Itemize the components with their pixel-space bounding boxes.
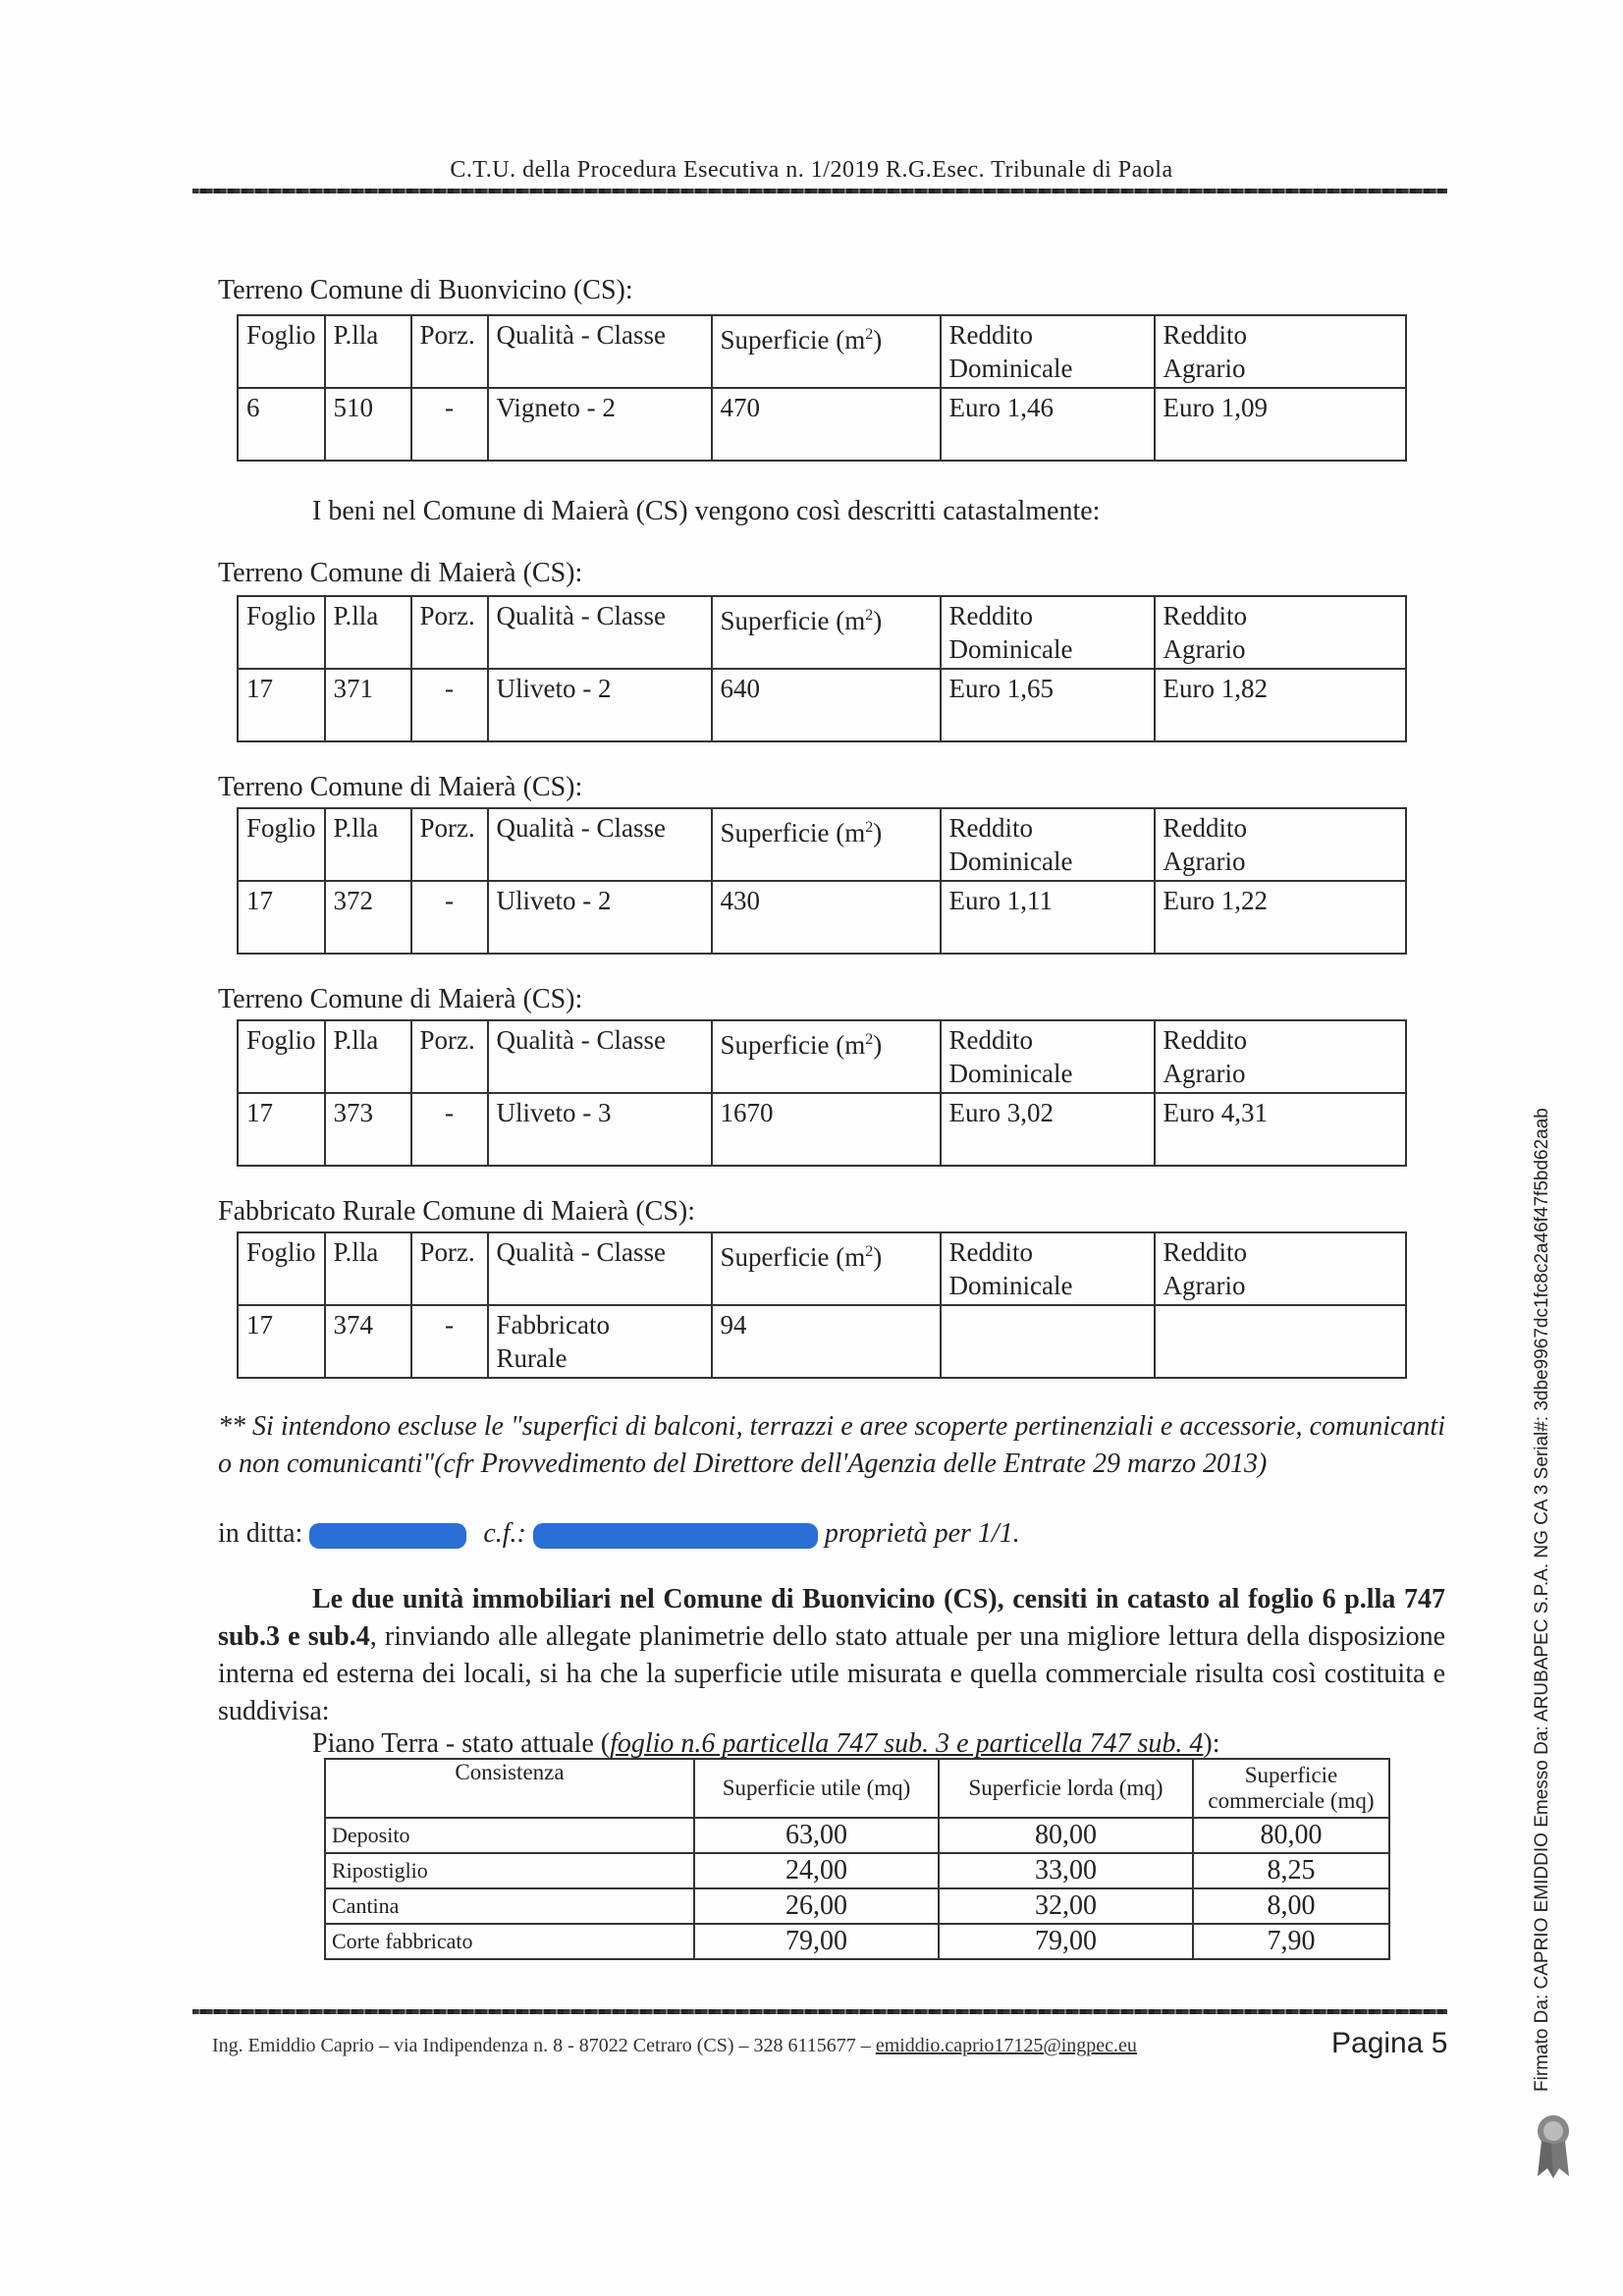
cell-superficie: 430 (712, 881, 941, 954)
cell-superficie: 640 (712, 669, 941, 741)
col-porz: Porz. (411, 1232, 488, 1305)
cell-qualita: Fabbricato Rurale (488, 1305, 712, 1378)
cell-foglio: 17 (238, 1093, 325, 1166)
col-porz: Porz. (411, 1020, 488, 1093)
col-superficie: Superficie $(m^2)$ (712, 596, 941, 669)
col-qualita: Qualità - Classe (488, 596, 712, 669)
proprieta-text: proprietà per 1/1. (824, 1518, 1020, 1549)
col-plla: P.lla (325, 1232, 411, 1305)
certification-seal-icon (1532, 2111, 1575, 2180)
digital-signature-strip: Firmato Da: CAPRIO EMIDDIO Emesso Da: ARUBAPEC S.P.A. NG CA 3 Serial#: 3dbe9967dc1fc8c2a46f47f5bd62aab (1532, 1108, 1552, 2092)
cell-porz: - (411, 1305, 488, 1378)
col-foglio: Foglio (238, 1020, 325, 1093)
col-porz: Porz. (411, 808, 488, 881)
col-reddito-dominicale: Reddito Dominicale (941, 596, 1155, 669)
col-reddito-dominicale: Reddito Dominicale (941, 1020, 1155, 1093)
col-superficie-commerciale: Superficie commerciale (mq) (1193, 1759, 1389, 1818)
cell-plla: 510 (325, 388, 411, 461)
section-title-maiera-371: Terreno Comune di Maierà (CS): (218, 558, 583, 588)
cell-porz: - (411, 1093, 488, 1166)
col-qualita: Qualità - Classe (488, 315, 712, 388)
col-plla: P.lla (325, 1020, 411, 1093)
col-plla: P.lla (325, 315, 411, 388)
table-row: Cantina 26,00 32,00 8,00 (325, 1888, 1389, 1924)
col-reddito-agrario: Reddito Agrario (1155, 596, 1406, 669)
cell-agrario: Euro 4,31 (1155, 1093, 1406, 1166)
cell-porz: - (411, 669, 488, 741)
cell-qualita: Uliveto - 2 (488, 881, 712, 954)
surface-note: ** Si intendono escluse le "superfici di balconi, terrazzi e aree scoperte pertinenziali e accessorie, comunicanti o non comunicanti"(cfr Provvedimento del Direttore dell'Agenzia delle Entrate 29 marzo 2013) (218, 1411, 1445, 1479)
units-paragraph (218, 1581, 1445, 1730)
col-superficie: Superficie $(m^2)$ (712, 315, 941, 388)
cell-plla: 373 (325, 1093, 411, 1166)
header-rule (192, 189, 1447, 193)
cell-plla: 372 (325, 881, 411, 954)
cell-foglio: 17 (238, 669, 325, 741)
cf-label: c.f.: (483, 1518, 526, 1549)
redacted-name (309, 1523, 466, 1549)
cell-dominicale: Euro 1,65 (941, 669, 1155, 741)
col-reddito-agrario: Reddito Agrario (1155, 808, 1406, 881)
cell-foglio: 17 (238, 881, 325, 954)
table-row: Ripostiglio 24,00 33,00 8,25 (325, 1853, 1389, 1888)
table-row: Corte fabbricato 79,00 79,00 7,90 (325, 1924, 1389, 1959)
col-reddito-dominicale: Reddito Dominicale (941, 1232, 1155, 1305)
section-title-buonvicino: Terreno Comune di Buonvicino (CS): (218, 275, 633, 305)
footer-address: Ing. Emiddio Caprio – via Indipendenza n. 8 - 87022 Cetraro (CS) – 328 6115677 – emiddio.caprio17125@ingpec.eu (212, 2035, 1137, 2056)
section-title-fabbricato: Fabbricato Rurale Comune di Maierà (CS): (218, 1196, 695, 1227)
col-superficie-utile: Superficie utile (mq) (694, 1759, 939, 1818)
cell-dominicale (941, 1305, 1155, 1378)
document-header: C.T.U. della Procedura Esecutiva n. 1/2019 R.G.Esec. Tribunale di Paola (450, 157, 1173, 183)
col-reddito-agrario: Reddito Agrario (1155, 1232, 1406, 1305)
units-bold-text: Le due unità immobiliari nel Comune di Buonvicino (CS), censiti in catasto al foglio 6 p.lla 747 sub.3 e sub.4 (218, 1584, 1445, 1652)
cell-plla: 374 (325, 1305, 411, 1378)
col-porz: Porz. (411, 315, 488, 388)
cell-dominicale: Euro 3,02 (941, 1093, 1155, 1166)
cadastral-table-buonvicino (237, 314, 1407, 462)
col-superficie-lorda: Superficie lorda (mq) (939, 1759, 1193, 1818)
cell-foglio: 6 (238, 388, 325, 461)
page-number: Pagina 5 (1331, 2027, 1448, 2059)
table-row (238, 669, 1406, 741)
consistenza-table (324, 1758, 1390, 1960)
cadastral-table-maiera-371 (237, 595, 1407, 742)
col-superficie: Superficie $(m^2)$ (712, 1020, 941, 1093)
cell-qualita: Uliveto - 2 (488, 669, 712, 741)
table-row (238, 388, 1406, 461)
cell-superficie: 470 (712, 388, 941, 461)
footer-email-link[interactable]: emiddio.caprio17125@ingpec.eu (875, 2035, 1137, 2056)
ditta-label: in ditta: (218, 1518, 303, 1549)
col-reddito-agrario: Reddito Agrario (1155, 315, 1406, 388)
cell-superficie: 1670 (712, 1093, 941, 1166)
table-row (238, 1093, 1406, 1166)
cell-plla: 371 (325, 669, 411, 741)
col-foglio: Foglio (238, 808, 325, 881)
col-qualita: Qualità - Classe (488, 808, 712, 881)
cadastral-table-maiera-373 (237, 1019, 1407, 1167)
col-porz: Porz. (411, 596, 488, 669)
units-rest-text: , rinviando alle allegate planimetrie dello stato attuale per una migliore lettura della disposizione interna ed esterna dei locali, si ha che la superficie utile misurata e quella commerciale risulta così costituita e suddivisa: (218, 1621, 1446, 1726)
section-title-maiera-372: Terreno Comune di Maierà (CS): (218, 772, 583, 802)
col-superficie: Superficie $(m^2)$ (712, 808, 941, 881)
table-row (238, 881, 1406, 954)
cell-agrario: Euro 1,82 (1155, 669, 1406, 741)
cell-superficie: 94 (712, 1305, 941, 1378)
col-superficie: Superficie $(m^2)$ (712, 1232, 941, 1305)
ditta-line (218, 1516, 1020, 1552)
cell-foglio: 17 (238, 1305, 325, 1378)
col-reddito-agrario: Reddito Agrario (1155, 1020, 1406, 1093)
cell-agrario: Euro 1,09 (1155, 388, 1406, 461)
footer-rule (192, 2009, 1447, 2014)
cadastral-table-fabbricato (237, 1231, 1407, 1379)
col-plla: P.lla (325, 808, 411, 881)
redacted-cf (533, 1523, 818, 1549)
col-qualita: Qualità - Classe (488, 1232, 712, 1305)
col-foglio: Foglio (238, 596, 325, 669)
col-foglio: Foglio (238, 315, 325, 388)
cell-porz: - (411, 881, 488, 954)
cell-dominicale: Euro 1,11 (941, 881, 1155, 954)
col-reddito-dominicale: Reddito Dominicale (941, 315, 1155, 388)
table-row: Deposito 63,00 80,00 80,00 (325, 1818, 1389, 1853)
section-title-maiera-373: Terreno Comune di Maierà (CS): (218, 984, 583, 1014)
cell-dominicale: Euro 1,46 (941, 388, 1155, 461)
col-reddito-dominicale: Reddito Dominicale (941, 808, 1155, 881)
table-row (238, 1305, 1406, 1378)
cell-qualita: Uliveto - 3 (488, 1093, 712, 1166)
cell-porz: - (411, 388, 488, 461)
cell-agrario: Euro 1,22 (1155, 881, 1406, 954)
intro-maiera: I beni nel Comune di Maierà (CS) vengono così descritti catastalmente: (312, 496, 1101, 526)
col-qualita: Qualità - Classe (488, 1020, 712, 1093)
col-foglio: Foglio (238, 1232, 325, 1305)
cadastral-table-maiera-372 (237, 807, 1407, 955)
col-plla: P.lla (325, 596, 411, 669)
piano-terra-caption: Piano Terra - stato attuale (foglio n.6 particella 747 sub. 3 e particella 747 sub. 4): (312, 1728, 1220, 1759)
col-consistenza: Consistenza (325, 1759, 694, 1818)
cell-qualita: Vigneto - 2 (488, 388, 712, 461)
cell-agrario (1155, 1305, 1406, 1378)
